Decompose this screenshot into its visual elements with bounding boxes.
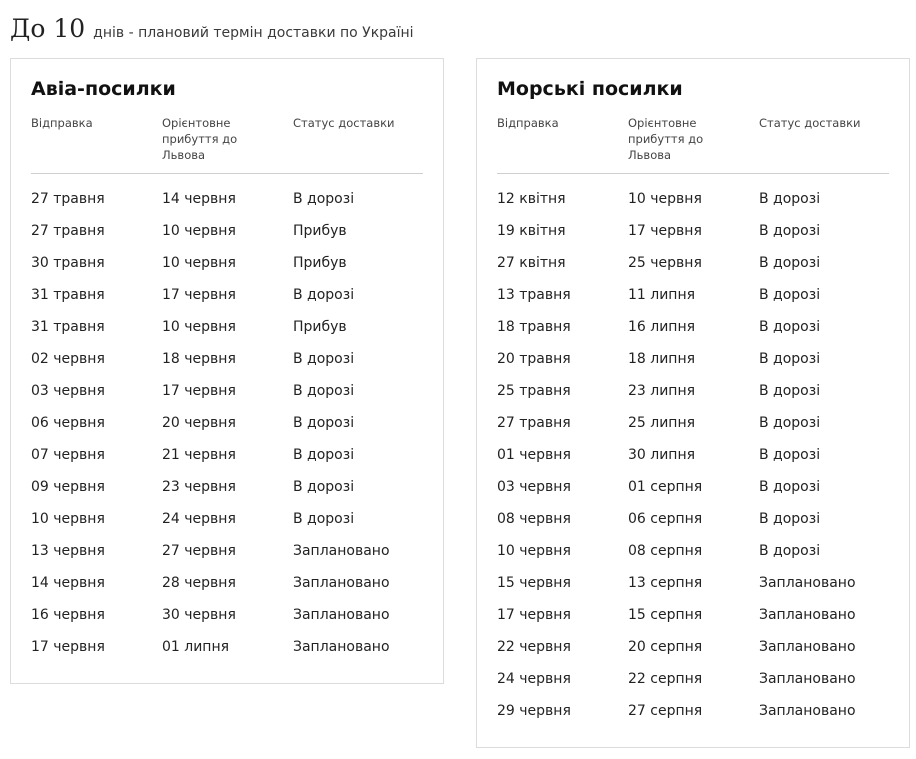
delivery-status: Заплановано (293, 543, 390, 559)
arrival-date: 27 серпня (628, 703, 703, 719)
arrival-date: 08 серпня (628, 543, 703, 559)
departure-date: 08 червня (497, 511, 571, 527)
delivery-status: В дорозі (759, 191, 821, 207)
departure-date: 13 червня (31, 543, 105, 559)
departure-date: 27 травня (31, 191, 105, 207)
arrival-date: 11 липня (628, 287, 696, 303)
departure-date: 10 червня (497, 543, 571, 559)
table-row (497, 605, 889, 637)
arrival-date: 27 червня (162, 543, 236, 559)
departure-date: 19 квітня (497, 223, 566, 239)
arrival-date: 23 липня (628, 383, 696, 399)
departure-date: 01 червня (497, 447, 571, 463)
table-row (31, 413, 423, 445)
departure-date: 03 червня (31, 383, 105, 399)
sea-parcels-title: Морські посилки (497, 78, 683, 100)
arrival-date: 18 червня (162, 351, 236, 367)
table-row (31, 253, 423, 285)
departure-date: 03 червня (497, 479, 571, 495)
departure-date: 07 червня (31, 447, 105, 463)
column-header-status: Статус доставки (759, 116, 861, 130)
departure-date: 16 червня (31, 607, 105, 623)
delivery-status: В дорозі (293, 351, 355, 367)
delivery-status: В дорозі (759, 287, 821, 303)
delivery-status: Заплановано (759, 575, 856, 591)
delivery-status: Прибув (293, 319, 347, 335)
delivery-status: Заплановано (293, 607, 390, 623)
delivery-status: Прибув (293, 223, 347, 239)
delivery-status: В дорозі (759, 479, 821, 495)
table-row (31, 477, 423, 509)
departure-date: 15 червня (497, 575, 571, 591)
delivery-status: В дорозі (293, 447, 355, 463)
delivery-status: Заплановано (293, 575, 390, 591)
arrival-date: 22 серпня (628, 671, 703, 687)
delivery-status: В дорозі (759, 415, 821, 431)
arrival-date: 25 червня (628, 255, 702, 271)
departure-date: 13 травня (497, 287, 571, 303)
column-header-departure: Відправка (31, 116, 93, 130)
arrival-date: 16 липня (628, 319, 696, 335)
table-row (31, 189, 423, 221)
delivery-status: В дорозі (759, 223, 821, 239)
departure-date: 25 травня (497, 383, 571, 399)
arrival-date: 20 червня (162, 415, 236, 431)
table-row (31, 381, 423, 413)
departure-date: 31 травня (31, 287, 105, 303)
departure-date: 29 червня (497, 703, 571, 719)
departure-date: 30 травня (31, 255, 105, 271)
column-header-arrival: Орієнтовне прибуття до Львова (162, 116, 238, 162)
departure-date: 06 червня (31, 415, 105, 431)
air-table-header (31, 115, 423, 174)
table-row (497, 221, 889, 253)
table-row (497, 541, 889, 573)
delivery-status: Заплановано (759, 639, 856, 655)
table-row (497, 573, 889, 605)
delivery-status: Прибув (293, 255, 347, 271)
table-row (31, 221, 423, 253)
table-row (497, 381, 889, 413)
table-row (31, 605, 423, 637)
table-row (31, 541, 423, 573)
arrival-date: 30 липня (628, 447, 696, 463)
departure-date: 17 червня (497, 607, 571, 623)
arrival-date: 06 серпня (628, 511, 703, 527)
table-row (497, 701, 889, 733)
delivery-status: В дорозі (293, 287, 355, 303)
table-row (497, 285, 889, 317)
departure-date: 31 травня (31, 319, 105, 335)
column-header-departure: Відправка (497, 116, 559, 130)
delivery-status: В дорозі (293, 479, 355, 495)
table-row (31, 509, 423, 541)
arrival-date: 24 червня (162, 511, 236, 527)
delivery-term-text: днів - плановий термін доставки по Україні (93, 25, 414, 41)
arrival-date: 10 червня (162, 319, 236, 335)
arrival-date: 10 червня (162, 255, 236, 271)
table-row (31, 285, 423, 317)
arrival-date: 10 червня (162, 223, 236, 239)
delivery-status: В дорозі (759, 543, 821, 559)
departure-date: 24 червня (497, 671, 571, 687)
arrival-date: 25 липня (628, 415, 696, 431)
arrival-date: 17 червня (162, 383, 236, 399)
delivery-status: В дорозі (759, 511, 821, 527)
sea-table-header (497, 115, 889, 174)
table-row (497, 509, 889, 541)
table-row (497, 317, 889, 349)
table-row (497, 253, 889, 285)
table-row (497, 445, 889, 477)
delivery-term-heading (10, 14, 414, 48)
arrival-date: 30 червня (162, 607, 236, 623)
arrival-date: 10 червня (628, 191, 702, 207)
departure-date: 12 квітня (497, 191, 566, 207)
departure-date: 27 квітня (497, 255, 566, 271)
table-row (497, 413, 889, 445)
air-parcels-card (10, 58, 444, 684)
arrival-date: 17 червня (628, 223, 702, 239)
table-row (31, 637, 423, 669)
column-header-arrival: Орієнтовне прибуття до Львова (628, 116, 704, 162)
delivery-status: В дорозі (293, 191, 355, 207)
departure-date: 17 червня (31, 639, 105, 655)
arrival-date: 01 липня (162, 639, 230, 655)
column-header-status: Статус доставки (293, 116, 395, 130)
table-row (31, 445, 423, 477)
delivery-status: Заплановано (759, 703, 856, 719)
arrival-date: 28 червня (162, 575, 236, 591)
table-row (497, 189, 889, 221)
departure-date: 22 червня (497, 639, 571, 655)
departure-date: 10 червня (31, 511, 105, 527)
table-row (31, 317, 423, 349)
delivery-status: В дорозі (759, 383, 821, 399)
arrival-date: 14 червня (162, 191, 236, 207)
delivery-status: В дорозі (759, 255, 821, 271)
departure-date: 02 червня (31, 351, 105, 367)
arrival-date: 21 червня (162, 447, 236, 463)
arrival-date: 23 червня (162, 479, 236, 495)
delivery-status: В дорозі (759, 351, 821, 367)
arrival-date: 18 липня (628, 351, 696, 367)
table-row (497, 669, 889, 701)
departure-date: 18 травня (497, 319, 571, 335)
table-row (497, 349, 889, 381)
delivery-status: Заплановано (759, 671, 856, 687)
arrival-date: 13 серпня (628, 575, 703, 591)
departure-date: 20 травня (497, 351, 571, 367)
sea-table-body (497, 189, 889, 733)
table-row (31, 349, 423, 381)
delivery-term-value: До 10 (10, 14, 86, 43)
delivery-status: В дорозі (759, 447, 821, 463)
delivery-status: Заплановано (759, 607, 856, 623)
delivery-status: В дорозі (759, 319, 821, 335)
table-row (497, 637, 889, 669)
table-row (497, 477, 889, 509)
departure-date: 09 червня (31, 479, 105, 495)
departure-date: 27 травня (31, 223, 105, 239)
sea-parcels-card (476, 58, 910, 748)
delivery-status: В дорозі (293, 415, 355, 431)
arrival-date: 15 серпня (628, 607, 703, 623)
delivery-status: В дорозі (293, 383, 355, 399)
arrival-date: 01 серпня (628, 479, 703, 495)
table-row (31, 573, 423, 605)
delivery-status: В дорозі (293, 511, 355, 527)
air-table-body (31, 189, 423, 669)
delivery-status: Заплановано (293, 639, 390, 655)
departure-date: 14 червня (31, 575, 105, 591)
air-parcels-title: Авіа-посилки (31, 78, 176, 100)
arrival-date: 17 червня (162, 287, 236, 303)
departure-date: 27 травня (497, 415, 571, 431)
arrival-date: 20 серпня (628, 639, 703, 655)
